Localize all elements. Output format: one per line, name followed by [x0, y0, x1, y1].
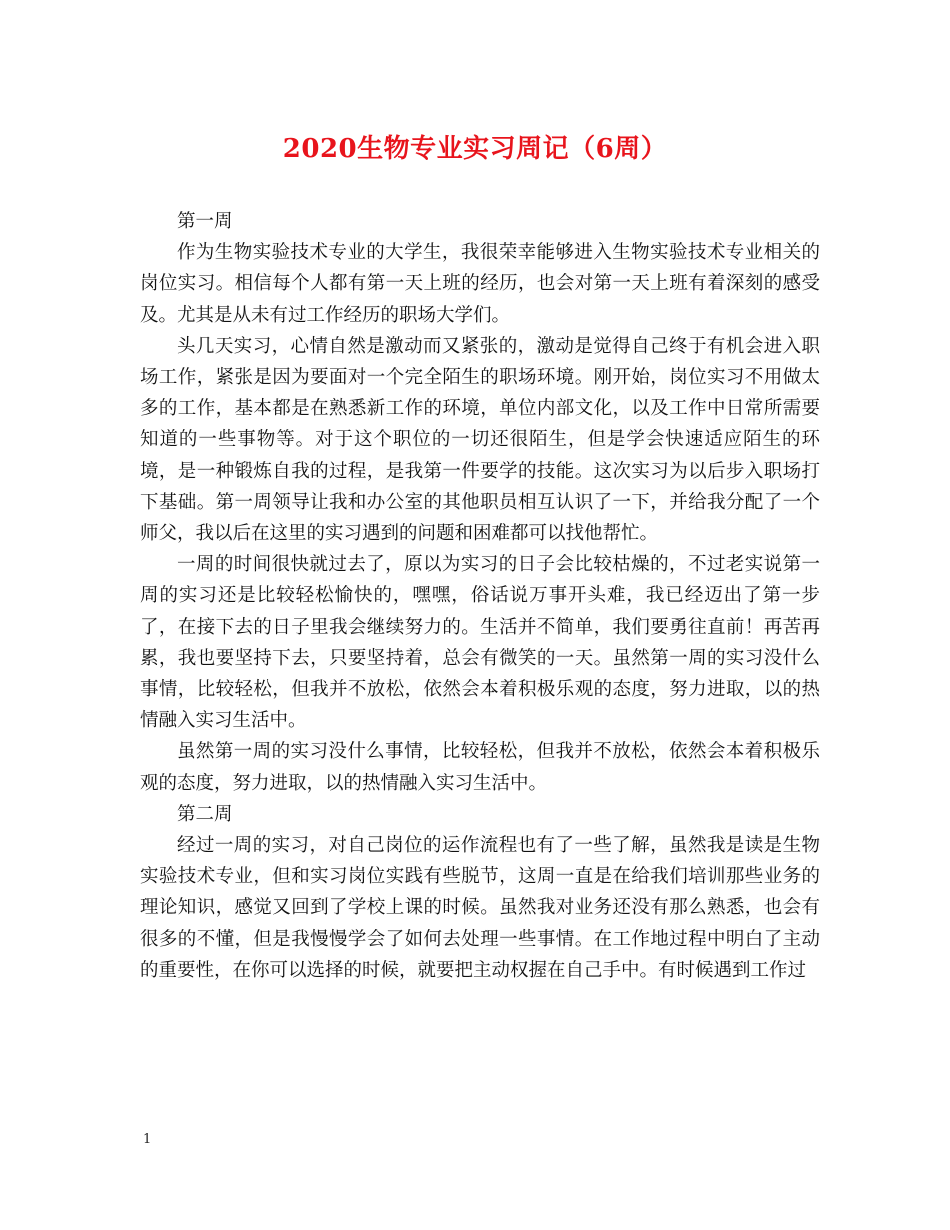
paragraph: 一周的时间很快就过去了，原以为实习的日子会比较枯燥的，不过老实说第一周的实习还是比较轻松愉快的，嘿嘿，俗话说万事开头难，我已经迈出了第一步了，在接下去的日子里我会继续努力的。生活并不简单，我们要勇往直前！再苦再累，我也要坚持下去，只要坚持着，总会有微笑的一天。虽然第一周的实习没什么事情，比较轻松，但我并不放松，依然会本着积极乐观的态度，努力进取，以的热情融入实习生活中。	[140, 554, 820, 732]
heading-week-2: 第二周	[177, 803, 233, 825]
document-title: 2020生物专业实习周记（6周）	[282, 134, 668, 164]
document-body	[140, 206, 820, 986]
paragraph: 作为生物实验技术专业的大学生，我很荣幸能够进入生物实验技术专业相关的岗位实习。相信每个人都有第一天上班的经历，也会对第一天上班有着深刻的感受及。尤其是从未有过工作经历的职场大学们。	[140, 242, 820, 326]
paragraph: 虽然第一周的实习没什么事情，比较轻松，但我并不放松，依然会本着积极乐观的态度，努力进取，以的热情融入实习生活中。	[140, 741, 820, 794]
paragraph: 头几天实习，心情自然是激动而又紧张的，激动是觉得自己终于有机会进入职场工作，紧张是因为要面对一个完全陌生的职场环境。刚开始，岗位实习不用做太多的工作，基本都是在熟悉新工作的环境，单位内部文化，以及工作中日常所需要知道的一些事物等。对于这个职位的一切还很陌生，但是学会快速适应陌生的环境，是一种锻炼自我的过程，是我第一件要学的技能。这次实习为以后步入职场打下基础。第一周领导让我和办公室的其他职员相互认识了一下，并给我分配了一个师父，我以后在这里的实习遇到的问题和困难都可以找他帮忙。	[140, 335, 820, 545]
paragraph: 经过一周的实习，对自己岗位的运作流程也有了一些了解，虽然我是读是生物实验技术专业，但和实习岗位实践有些脱节，这周一直是在给我们培训那些业务的理论知识，感觉又回到了学校上课的时候。虽然我对业务还没有那么熟悉，也会有很多的不懂，但是我慢慢学会了如何去处理一些事情。在工作地过程中明白了主动的重要性，在你可以选择的时候，就要把主动权握在自己手中。有时候遇到工作过	[140, 835, 820, 981]
heading-week-1: 第一周	[177, 211, 233, 232]
page-number: 1	[143, 1132, 152, 1147]
